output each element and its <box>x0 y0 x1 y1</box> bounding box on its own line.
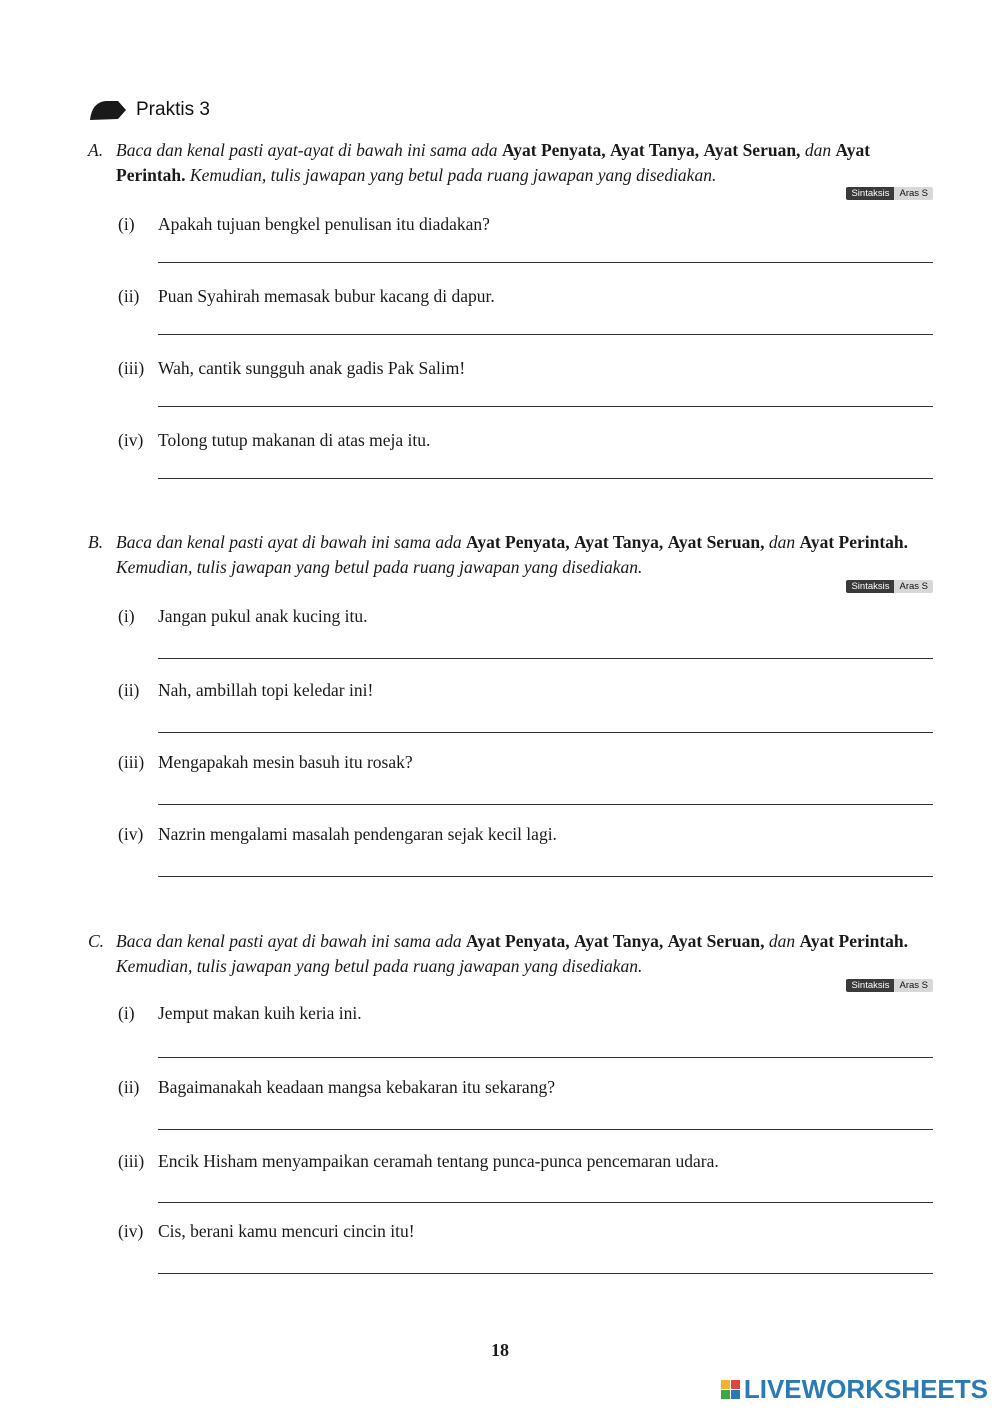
answer-line[interactable] <box>158 804 933 805</box>
praktis-header <box>88 98 210 122</box>
answer-line[interactable] <box>158 406 933 407</box>
answer-line[interactable] <box>158 876 933 877</box>
sintaksis-tag: Sintaksis Aras S <box>846 187 933 200</box>
section-letter: B. <box>88 532 104 552</box>
brand-name: LIVEWORKSHEETS <box>743 1374 988 1404</box>
page-number: 18 <box>491 1340 509 1360</box>
answer-line[interactable] <box>158 658 933 659</box>
question-item: (ii) Puan Syahirah memasak bubur kacang di dapur. <box>118 286 495 306</box>
answer-line[interactable] <box>158 1129 933 1130</box>
question-item: (ii) Bagaimanakah keadaan mangsa kebakaran itu sekarang? <box>118 1077 555 1097</box>
question-item: (i) Apakah tujuan bengkel penulisan itu diadakan? <box>118 214 490 234</box>
section-a <box>88 138 933 498</box>
section-b <box>88 530 933 890</box>
section-c <box>88 929 933 1289</box>
liveworksheets-brand[interactable] <box>721 1374 988 1405</box>
question-item: (iv) Tolong tutup makanan di atas meja itu. <box>118 430 431 450</box>
section-a-instructions: A. Baca dan kenal pasti ayat-ayat di bawah ini sama ada Ayat Penyata, Ayat Tanya, Ayat Seruan, dan Ayat Perintah. Kemudian, tulis jawapan yang betul pada ruang jawapan yang disediakan. <box>88 138 933 188</box>
question-item: (i) Jemput makan kuih keria ini. <box>118 1003 362 1023</box>
answer-line[interactable] <box>158 732 933 733</box>
sintaksis-tag: Sintaksis Aras S <box>846 979 933 992</box>
sintaksis-tag: Sintaksis Aras S <box>846 580 933 593</box>
section-c-instructions: C. Baca dan kenal pasti ayat di bawah ini sama ada Ayat Penyata, Ayat Tanya, Ayat Seruan, dan Ayat Perintah. Kemudian, tulis jawapan yang betul pada ruang jawapan yang disediakan. <box>88 929 933 979</box>
question-item: (iii) Encik Hisham menyampaikan ceramah tentang punca-punca pencemaran udara. <box>118 1151 719 1171</box>
answer-line[interactable] <box>158 1202 933 1203</box>
question-item: (iii) Mengapakah mesin basuh itu rosak? <box>118 752 413 772</box>
section-letter: C. <box>88 931 105 951</box>
question-item: (i) Jangan pukul anak kucing itu. <box>118 606 368 626</box>
answer-line[interactable] <box>158 1057 933 1058</box>
question-item: (iii) Wah, cantik sungguh anak gadis Pak Salim! <box>118 358 466 378</box>
section-b-instructions: B. Baca dan kenal pasti ayat di bawah ini sama ada Ayat Penyata, Ayat Tanya, Ayat Seruan, dan Ayat Perintah. Kemudian, tulis jawapan yang betul pada ruang jawapan yang disediakan. <box>88 530 933 580</box>
question-item: (iv) Cis, berani kamu mencuri cincin itu! <box>118 1221 415 1241</box>
answer-line[interactable] <box>158 334 933 335</box>
question-item: (iv) Nazrin mengalami masalah pendengaran sejak kecil lagi. <box>118 824 557 844</box>
liveworksheets-logo-icon <box>721 1380 740 1399</box>
section-letter: A. <box>88 140 104 160</box>
answer-line[interactable] <box>158 262 933 263</box>
answer-line[interactable] <box>158 478 933 479</box>
answer-line[interactable] <box>158 1273 933 1274</box>
question-item: (ii) Nah, ambillah topi keledar ini! <box>118 680 374 700</box>
praktis-title: Praktis 3 <box>136 99 210 120</box>
praktis-badge-icon <box>88 98 128 122</box>
